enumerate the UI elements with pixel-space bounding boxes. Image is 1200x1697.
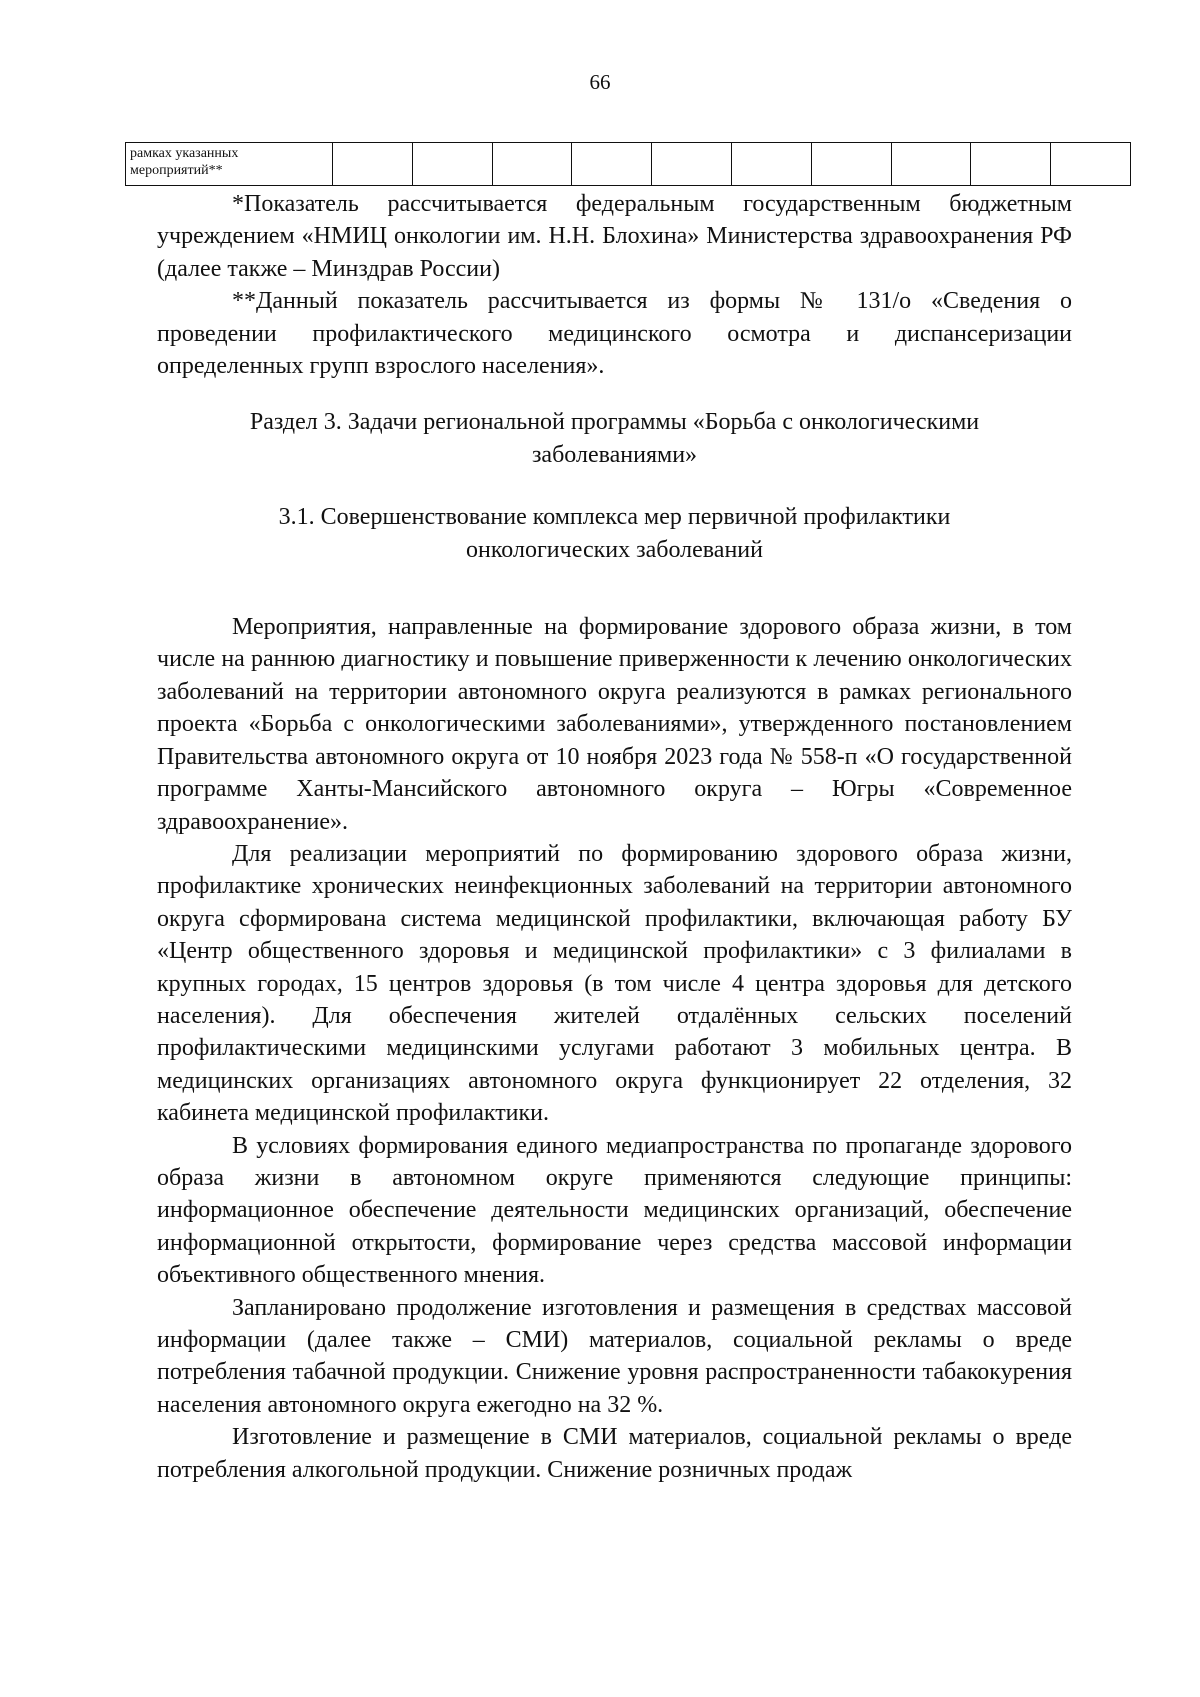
paragraph-4: Запланировано продолжение изготовления и размещения в средствах массовой информации (далее также – СМИ) материалов, социальной рекламы о вреде потребления табачной продукции. Снижение уровня распространенности табакокурения населения автономного округа ежегодно на 32 %. — [157, 1294, 1072, 1418]
table-cell-label-line1: рамках указанных — [130, 146, 239, 161]
section-heading-line2: заболеваниями» — [531, 441, 698, 468]
table-cell-empty — [811, 143, 891, 186]
table-cell-empty — [1051, 143, 1131, 186]
section-heading — [157, 406, 1072, 471]
table-cell-empty — [333, 143, 413, 186]
page-number: 66 — [589, 70, 611, 94]
subsection-heading — [157, 501, 1072, 566]
table-cell-empty — [971, 143, 1051, 186]
paragraph-3: В условиях формирования единого медиапространства по пропаганде здорового образа жизни в автономном округе применяются следующие принципы: информационное обеспечение деятельности медицинских организаций, обеспечение информационной открытости, формирование через средства массовой информации объективного общественного мнения. — [157, 1132, 1072, 1289]
table-cell-empty — [492, 143, 572, 186]
paragraph-2: Для реализации мероприятий по формированию здорового образа жизни, профилактике хронических неинфекционных заболеваний на территории автономного округа сформирована система медицинской профилактики, включающая работу БУ «Центр общественного здоровья и медицинской профилактики» с 3 филиалами в крупных городах, 15 центров здоровья (в том числе 4 центра здоровья для детского населения). Для обеспечения жителей отдалённых сельских поселений профилактическими медицинскими услугами работают 3 мобильных центра. В медицинских организациях автономного округа функционирует 22 отделения, 32 кабинета медицинской профилактики. — [157, 840, 1072, 1127]
table-cell-empty — [652, 143, 732, 186]
table-cell-label — [126, 143, 333, 186]
footnote-2: **Данный показатель рассчитывается из формы № 131/о «Сведения о проведении профилактического медицинского осмотра и диспансеризации определенных групп взрослого населения». — [157, 288, 1072, 380]
footnote-1: *Показатель рассчитывается федеральным государственным бюджетным учреждением «НМИЦ онкологии им. Н.Н. Блохина» Министерства здравоохранения РФ (далее также – Минздрав России) — [157, 191, 1072, 282]
table-cell-empty — [891, 143, 971, 186]
table-cell-empty — [572, 143, 652, 186]
table-cell-empty — [731, 143, 811, 186]
document-body — [157, 188, 1072, 1486]
section-heading-line1: Раздел 3. Задачи региональной программы «Борьба с онкологическими — [249, 409, 980, 436]
table-fragment — [125, 142, 1131, 186]
table-row — [126, 143, 1131, 186]
subsection-heading-line1: 3.1. Совершенствование комплекса мер первичной профилактики — [278, 504, 951, 531]
table-cell-empty — [412, 143, 492, 186]
paragraph-5: Изготовление и размещение в СМИ материалов, социальной рекламы о вреде потребления алкогольной продукции. Снижение розничных продаж — [157, 1424, 1072, 1483]
paragraph-1: Мероприятия, направленные на формирование здорового образа жизни, в том числе на раннюю диагностику и повышение приверженности к лечению онкологических заболеваний на территории автономного округа реализуются в рамках регионального проекта «Борьба с онкологическими заболеваниями», утвержденного постановлением Правительства автономного округа от 10 ноября 2023 года № 558-п «О государственной программе Ханты-Мансийского автономного округа – Югры «Современное здравоохранение». — [157, 614, 1072, 835]
table-cell-label-line2: мероприятий** — [130, 163, 223, 178]
subsection-heading-line2: онкологических заболеваний — [466, 536, 763, 563]
